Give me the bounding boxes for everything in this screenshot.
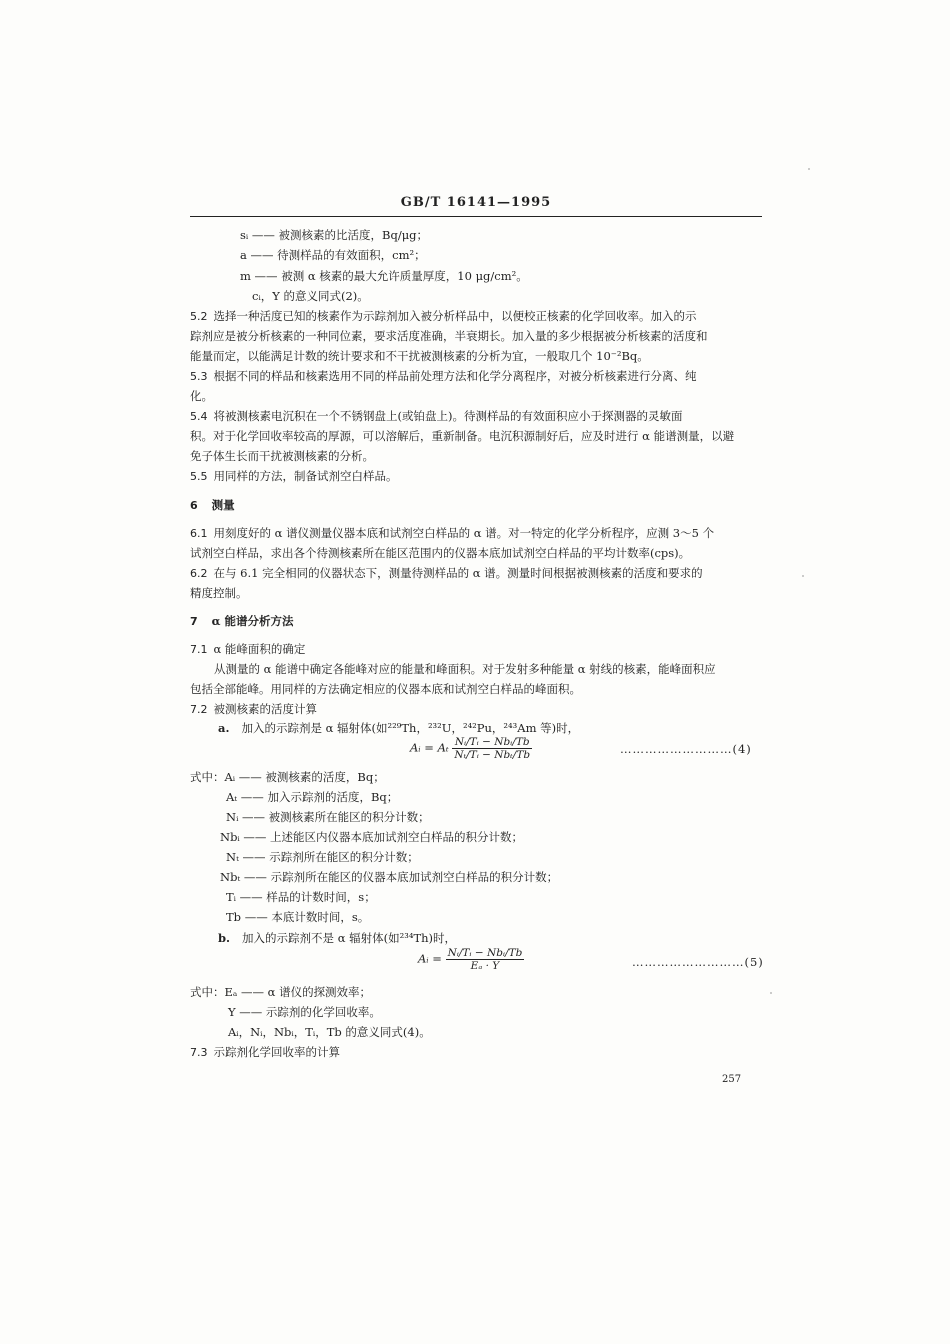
equation-number: ………………………(4): [620, 742, 752, 756]
clause-text-line: 踪剂应是被分析核素的一种同位素，要求活度准确，半衰期长。加入量的多少根据被分析核素的活度和: [190, 329, 708, 343]
item-label: b.: [218, 931, 231, 945]
clause-number: 5.5: [190, 470, 208, 483]
def-line: Nbₜ —— 示踪剂所在能区的仪器本底加试剂空白样品的积分计数；: [220, 870, 559, 884]
fraction-numerator: Nᵢ/Tᵢ − Nbᵢ/Tb: [452, 736, 532, 749]
clause-text: 根据不同的样品和核素选用不同的样品前处理方法和化学分离程序，对被分析核素进行分离、纯: [213, 369, 697, 383]
clause-number: 5.3: [190, 370, 208, 383]
def-line: Aᵢ，Nᵢ，Nbᵢ，Tᵢ，Tb 的意义同式(4)。: [228, 1025, 431, 1039]
def-line: m —— 被测 α 核素的最大允许质量厚度，10 μg/cm²。: [240, 269, 528, 283]
clause-text: 选择一种活度已知的核素作为示踪剂加入被分析样品中，以便校正核素的化学回收率。加入的示: [213, 309, 697, 323]
def-line: 式中：Eₐ —— α 谱仪的探测效率；: [190, 985, 372, 999]
item-b: [218, 929, 456, 947]
clause-5-5: [190, 467, 398, 486]
clause-number: 7.2: [190, 703, 208, 716]
clause-text-line: 免子体生长而干扰被测核素的分析。: [190, 449, 374, 463]
def-line: sᵢ —— 被测核素的比活度，Bq/μg；: [240, 228, 429, 242]
scan-speck: [808, 168, 810, 170]
section-heading-7: [190, 612, 294, 631]
item-label: a.: [218, 721, 230, 735]
section-title: 测量: [211, 498, 235, 512]
def-line: Tb —— 本底计数时间，s。: [226, 910, 370, 924]
clause-number: 5.4: [190, 410, 208, 423]
fraction-denominator: Nₜ/Tᵢ − Nbₜ/Tb: [454, 749, 531, 761]
def-line: a —— 待测样品的有效面积，cm²；: [240, 248, 426, 262]
item-a: [218, 719, 579, 737]
clause-title: 示踪剂化学回收率的计算: [213, 1045, 340, 1059]
clause-title: 被测核素的活度计算: [213, 702, 317, 716]
clause-number: 7.1: [190, 643, 208, 656]
clause-text: 将被测核素电沉积在一个不锈钢盘上(或铂盘上)。待测样品的有效面积应小于探测器的灵敏面: [213, 409, 683, 423]
clause-text-line: 试剂空白样品，求出各个待测核素所在能区范围内的仪器本底加试剂空白样品的平均计数率(cps)。: [190, 546, 691, 560]
clause-title: α 能峰面积的确定: [213, 642, 306, 656]
clause-7-2: [190, 700, 317, 719]
clause-6-1: [190, 524, 714, 543]
formula-lhs: Aᵢ = Aₜ: [410, 740, 449, 755]
scan-speck: [770, 992, 772, 994]
page-number: 257: [722, 1074, 742, 1085]
clause-text-line: 包括全部能峰。用同样的方法确定相应的仪器本底和试剂空白样品的峰面积。: [190, 682, 581, 696]
def-line: Aₜ —— 加入示踪剂的活度，Bq；: [226, 790, 399, 804]
formula-fraction: [446, 947, 525, 972]
clause-text: 用同样的方法，制备试剂空白样品。: [213, 469, 398, 483]
section-number: 6: [190, 499, 198, 512]
section-heading-6: [190, 496, 235, 515]
fraction-denominator: Eₐ · Y: [470, 960, 500, 972]
formula-lhs: Aᵢ =: [418, 951, 442, 966]
clause-7-3: [190, 1043, 340, 1062]
clause-text-line: 能量而定，以能满足计数的统计要求和不干扰被测核素的分析为宜，一般取几个 10⁻²Bq。: [190, 349, 649, 363]
def-line: Nₜ —— 示踪剂所在能区的积分计数；: [226, 850, 419, 864]
def-line: cᵢ，Y 的意义同式(2)。: [252, 289, 369, 303]
formula-fraction: [452, 736, 532, 761]
item-text: 加入的示踪剂是 α 辐射体(如²²⁹Th，²³²U，²⁴²Pu，²⁴³Am 等)时，: [241, 721, 580, 735]
clause-number: 5.2: [190, 310, 208, 323]
item-text: 加入的示踪剂不是 α 辐射体(如²³⁴Th)时，: [242, 931, 457, 945]
clause-number: 7.3: [190, 1046, 208, 1059]
def-line: Y —— 示踪剂的化学回收率。: [228, 1005, 381, 1019]
clause-6-2: [190, 564, 703, 583]
clause-text-line: 积。对于化学回收率较高的厚源，可以溶解后，重新制备。电沉积源制好后，应及时进行 α 能谱测量，以避: [190, 429, 735, 443]
scan-speck: [802, 575, 804, 577]
def-line: 式中：Aᵢ —— 被测核素的活度，Bq；: [190, 770, 385, 784]
section-number: 7: [190, 615, 198, 628]
def-line: Nbᵢ —— 上述能区内仪器本底加试剂空白样品的积分计数；: [220, 830, 524, 844]
clause-text-line: 化。: [190, 389, 213, 403]
clause-text-line: 精度控制。: [190, 586, 248, 600]
clause-7-1: [190, 640, 305, 659]
running-header: GB/T 16141—1995: [400, 195, 552, 210]
clause-text-line: 从测量的 α 能谱中确定各能峰对应的能量和峰面积。对于发射多种能量 α 射线的核素，能峰面积应: [214, 662, 716, 676]
clause-5-3: [190, 367, 697, 386]
formula-4: [410, 736, 532, 761]
fraction-numerator: Nᵢ/Tᵢ − Nbᵢ/Tb: [447, 947, 523, 959]
equation-number: ………………………(5): [632, 955, 764, 969]
section-title: α 能谱分析方法: [211, 614, 294, 628]
def-line: Nᵢ —— 被测核素所在能区的积分计数；: [226, 810, 430, 824]
formula-5: [418, 947, 524, 972]
def-line: Tᵢ —— 样品的计数时间，s；: [226, 890, 376, 904]
clause-text: 用刻度好的 α 谱仪测量仪器本底和试剂空白样品的 α 谱。对一特定的化学分析程序，应测 3～5 个: [213, 526, 715, 540]
clause-5-2: [190, 307, 697, 326]
header-rule: [190, 216, 762, 217]
clause-number: 6.2: [190, 567, 208, 580]
clause-5-4: [190, 407, 682, 426]
clause-text: 在与 6.1 完全相同的仪器状态下，测量待测样品的 α 谱。测量时间根据被测核素的活度和要求的: [213, 566, 703, 580]
clause-number: 6.1: [190, 527, 208, 540]
